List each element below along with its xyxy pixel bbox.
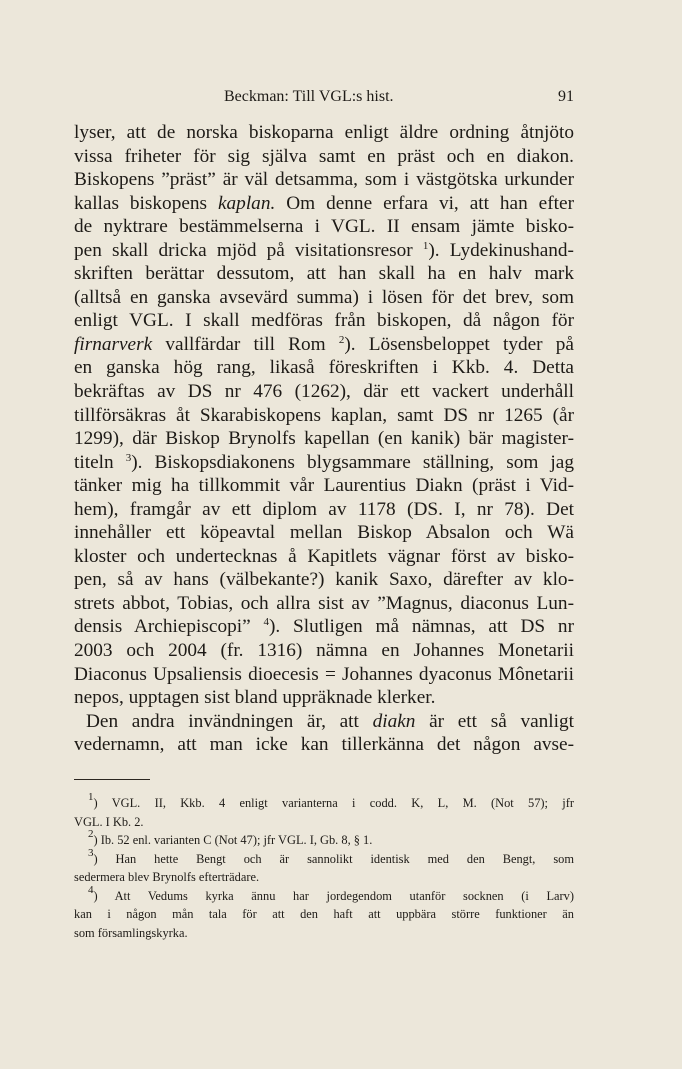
running-title: Beckman: Till VGL:s hist.: [224, 88, 394, 105]
text-line: Biskopens ”präst” är väl detsamma, som i västgötska urkunder: [74, 169, 574, 191]
italic-term-diakn: diakn: [372, 710, 416, 732]
text-line: de nyktrare bestämmelserna i VGL. II ensam jämte bisko-: [74, 216, 574, 238]
footnote-1-cont: VGL. I Kb. 2.: [74, 814, 144, 829]
footnote-3-cont: sedermera blev Brynolfs efterträdare.: [74, 870, 260, 885]
italic-term-kaplan: kaplan.: [217, 192, 276, 214]
text-line: 1299), där Biskop Brynolfs kapellan (en kanik) bär magister-: [74, 428, 574, 450]
text-line: tänker mig ha tillkommit vår Laurentius Diakn (präst i Vid-: [74, 475, 574, 497]
text-line: (alltså en ganska avsevärd summa) i lösen för det brev, som: [74, 286, 574, 308]
text-line: lyser, att de norska biskoparna enligt äldre ordning åtnjöto: [74, 122, 574, 143]
text-line: hem), framgår av ett diplom av 1178 (DS. I, nr 78). Det: [74, 498, 574, 520]
text-line: pen, så av hans (välbekante?) kanik Saxo, därefter av klo-: [74, 569, 574, 591]
running-header: [74, 88, 574, 112]
text-line: bekräftas av DS nr 476 (1262), där ett vackert underhåll: [74, 381, 574, 403]
footnote-1: $^1$) VGL. II, Kkb. 4 enligt varianterna i codd. K, L, M. (Not 57); jfr: [88, 791, 574, 810]
text-line: titeln $^3$). Biskopsdiakonens blygsammare ställning, som jag: [74, 451, 574, 473]
page-number: 91: [558, 88, 574, 105]
footnote-4-cont: kan i någon mån tala för att den haft att uppbära större funktioner än: [74, 907, 574, 922]
text-line: pen skall dricka mjöd på visitationsresor $^1$). Lydekinushand-: [74, 239, 574, 261]
text-line: vedernamn, att man icke kan tillerkänna det någon avse-: [74, 734, 574, 756]
text-line: nepos, upptagen sist bland uppräknade klerker.: [74, 687, 436, 709]
footnote-3: $^3$) Han hette Bengt och är sannolikt identisk med den Bengt, som: [88, 846, 574, 866]
footnote-ref-2: 2: [338, 333, 345, 346]
text-line: Diaconus Upsaliensis dioecesis = Johannes dyaconus Mônetarii: [74, 663, 574, 685]
footnote-4-cont: som församlingskyrka.: [74, 925, 188, 940]
text-line: skriften berättar dessutom, att han skall ha en halv mark: [74, 263, 574, 285]
footnotes: [74, 791, 574, 942]
text-line: 2003 och 2004 (fr. 1316) nämna en Johannes Monetarii: [74, 640, 574, 662]
text-line: kloster och undertecknas å Kapitlets vägnar först av bisko-: [74, 545, 574, 567]
footnote-ref-4: 4: [263, 616, 269, 629]
text-line: Den andra invändningen är, att diakn är ett så vanligt: [86, 710, 574, 732]
text-line: innehåller ett köpeavtal mellan Biskop Absalon och Wä: [74, 522, 574, 544]
italic-term-firnarverk: firnarverk: [74, 333, 153, 355]
text-line: enligt VGL. I skall medföras från biskopen, då någon för: [74, 310, 574, 332]
body-text: [74, 121, 574, 757]
text-line: firnarverk vallfärdar till Rom $^2$). Lösensbeloppet tyder på: [74, 333, 574, 355]
footnote-ref-3: 3: [125, 451, 132, 464]
text-line: vissa friheter för sig själva samt en präst och en diakon.: [74, 145, 574, 167]
footnote-2: $^2$) Ib. 52 enl. varianten C (Not 47); jfr VGL. I, Gb. 8, § 1.: [88, 828, 373, 848]
footnote-divider: [74, 779, 150, 780]
text-line: kallas biskopens kaplan. Om denne erfara vi, att han efter: [74, 192, 574, 214]
footnote-4: $^4$) Att Vedums kyrka ännu har jordegendom utanför socknen (i Larv): [88, 883, 574, 903]
text-line: tillförsäkras åt Skarabiskopens kaplan, samt DS nr 1265 (år: [74, 404, 574, 426]
text-line: densis Archiepiscopi” $^4$). Slutligen må nämnas, att DS nr: [74, 616, 574, 638]
footnote-ref-1: 1: [422, 239, 429, 252]
text-line: strets abbot, Tobias, och allra sist av ”Magnus, diaconus Lun-: [74, 592, 574, 614]
text-line: en ganska hög rang, likaså föreskriften i Kkb. 4. Detta: [74, 357, 574, 379]
